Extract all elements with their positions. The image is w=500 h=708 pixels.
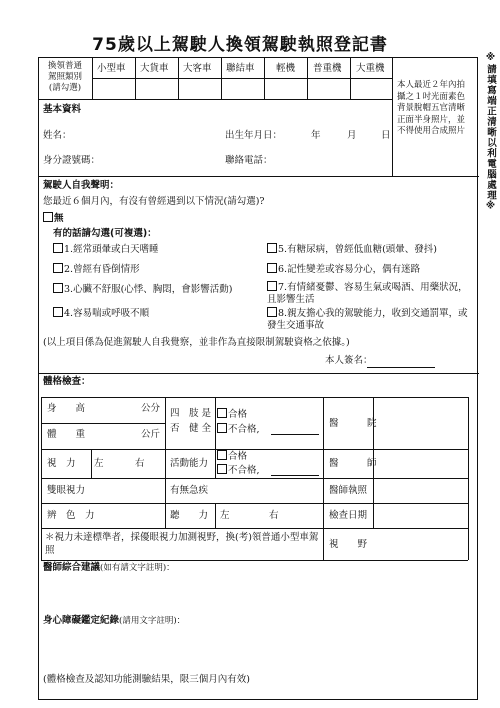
doctor-advice-hint: (如有請文字註明)：: [100, 563, 175, 573]
limbs-pass-option[interactable]: [217, 408, 247, 421]
color-vision-label: 辨 色 力: [47, 510, 95, 521]
weight-unit: 公斤: [141, 429, 161, 440]
visual-field-note: ＊視力未達標準者，採優眼視力加測視野，換(考)領普通小型車駕照: [45, 532, 319, 556]
condition-6-checkbox[interactable]: [267, 263, 277, 273]
limbs-fail-option[interactable]: [217, 423, 260, 436]
exam-date-label: 檢查日期: [329, 510, 368, 521]
birth-month-label: 月: [347, 130, 357, 141]
activity-pass-option[interactable]: [217, 450, 247, 463]
condition-3-checkbox[interactable]: [53, 283, 63, 293]
form-frame: [38, 57, 478, 700]
activity-fail-option[interactable]: [217, 464, 260, 477]
license-type-trailer[interactable]: 聯結車: [226, 63, 255, 74]
form-title: 75歲以上駕駛人換領駕駛執照登記書: [92, 35, 388, 55]
hearing-right-label: 右: [269, 510, 279, 521]
photo-instructions: 本人最近２年內拍攝之１吋光面素色背景脫帽五官清晰正面半身照片，並不得使用合成照片: [397, 80, 466, 136]
birth-label: 出生年月日：: [225, 130, 283, 141]
condition-8[interactable]: [267, 307, 472, 332]
hearing-left-label: 左: [220, 510, 230, 521]
condition-5[interactable]: [267, 243, 437, 256]
condition-8-checkbox[interactable]: [267, 307, 277, 317]
side-note: ※請填寫端正清晰以利電腦處理※: [485, 52, 496, 213]
condition-4-checkbox[interactable]: [53, 307, 63, 317]
condition-4-label: 4.容易喘或呼吸不順: [64, 308, 150, 319]
condition-8-label: 8.親友擔心我的駕駛能力，收到交通罰單，或發生交通事故: [267, 308, 468, 331]
exam-heading: 體格檢查：: [43, 376, 91, 387]
condition-6-label: 6.記性變差或容易分心，偶有迷路: [278, 264, 421, 275]
hearing-label: 聽 力: [170, 510, 209, 521]
condition-4[interactable]: [53, 307, 149, 320]
height-unit: 公分: [141, 403, 161, 414]
condition-2-checkbox[interactable]: [53, 263, 63, 273]
disability-record-label: 身心障礙鑑定紀錄: [43, 615, 120, 626]
license-label-line-3: (請勾選): [48, 83, 82, 93]
limbs-pass-label: 合格: [228, 409, 248, 420]
license-type-small-car[interactable]: 小型車: [97, 63, 126, 74]
condition-3[interactable]: [53, 283, 232, 296]
doctor-advice: [43, 562, 175, 574]
has-label: 有的話請勾選(可複選)：: [53, 228, 157, 239]
id-number-label: 身分證號碼：: [43, 155, 101, 166]
phone-label: 聯絡電話：: [225, 155, 273, 166]
activity-fail-label: 不合格,: [228, 465, 260, 476]
self-declaration-question: 您最近６個月內，有沒有曾經遇到以下情況(請勾選)?: [43, 196, 265, 207]
condition-5-label: 5.有糖尿病，曾經低血糖(頭暈、發抖): [278, 244, 437, 255]
condition-1-checkbox[interactable]: [53, 243, 63, 253]
footer-note: (體格檢查及認知功能測驗結果，限三個月內有效): [43, 674, 250, 685]
license-type-light-moto[interactable]: 輕機: [276, 63, 296, 74]
weight-label: 體 重: [47, 429, 86, 440]
disability-record-hint: (請用文字註明)：: [119, 616, 186, 626]
vision-label: 視 力: [47, 458, 76, 469]
binocular-vision-label: 雙眼視力: [47, 485, 86, 496]
doctor-label: 醫 師: [329, 458, 377, 469]
limbs-label-1: 四 肢 是: [170, 408, 212, 419]
condition-3-label: 3.心臟不舒服(心悸、胸悶，會影響活動): [64, 284, 233, 295]
condition-7-label: 7.有情緒憂鬱、容易生氣或喝酒、用藥狀況，且影響生活: [267, 282, 468, 305]
license-type-truck[interactable]: 大貨車: [140, 63, 169, 74]
self-declaration-note: (以上項目係為促進駕駛人自我覺察，並非作為直接限制駕駛資格之依據。): [43, 337, 350, 348]
license-type-label: [43, 61, 87, 94]
condition-2-label: 2.曾經有昏倒情形: [64, 264, 140, 275]
none-checkbox[interactable]: [43, 212, 53, 222]
birth-day-label: 日: [381, 130, 391, 141]
activity-fail-checkbox[interactable]: [217, 464, 227, 474]
vision-right-label: 右: [135, 458, 145, 469]
none-label: 無: [54, 213, 64, 224]
condition-1[interactable]: [53, 243, 159, 256]
doctor-advice-label: 醫師綜合建議: [43, 562, 101, 573]
condition-6[interactable]: [267, 263, 420, 276]
license-type-normal-moto[interactable]: 普重機: [313, 63, 342, 74]
limbs-label-2: 否 健 全: [170, 423, 212, 434]
birth-year-label: 年: [311, 130, 321, 141]
limbs-fail-label: 不合格,: [228, 424, 260, 435]
limbs-fail-checkbox[interactable]: [217, 423, 227, 433]
none-option[interactable]: [43, 212, 64, 225]
activity-label: 活動能力: [170, 458, 209, 469]
condition-5-checkbox[interactable]: [267, 243, 277, 253]
self-declaration-heading: 駕駛人自我聲明：: [43, 180, 120, 191]
condition-7-checkbox[interactable]: [267, 281, 277, 291]
basic-info-heading: 基本資料: [43, 104, 82, 115]
disability-record: [43, 615, 185, 627]
visual-field-label: 視 野: [329, 539, 368, 550]
hospital-label: 醫 院: [329, 418, 377, 429]
activity-pass-label: 合格: [228, 451, 248, 462]
license-type-bus[interactable]: 大客車: [183, 63, 212, 74]
name-label: 姓名：: [43, 130, 72, 141]
acute-illness-label: 有無急疾: [170, 485, 209, 496]
vision-left-label: 左: [94, 458, 104, 469]
doctor-license-label: 醫師執照: [329, 485, 368, 496]
condition-2[interactable]: [53, 263, 140, 276]
condition-1-label: 1.經常頭暈或白天嗜睡: [64, 244, 159, 255]
signature-label: 本人簽名：: [325, 355, 373, 366]
activity-pass-checkbox[interactable]: [217, 450, 227, 460]
license-label-line-1: 換領普通: [47, 61, 82, 71]
signature-line[interactable]: [367, 367, 435, 368]
limbs-pass-checkbox[interactable]: [217, 408, 227, 418]
license-type-heavy-moto[interactable]: 大重機: [356, 63, 385, 74]
height-label: 身 高: [47, 403, 86, 414]
license-label-line-2: 駕照類別: [47, 72, 82, 82]
condition-7[interactable]: [267, 281, 472, 306]
